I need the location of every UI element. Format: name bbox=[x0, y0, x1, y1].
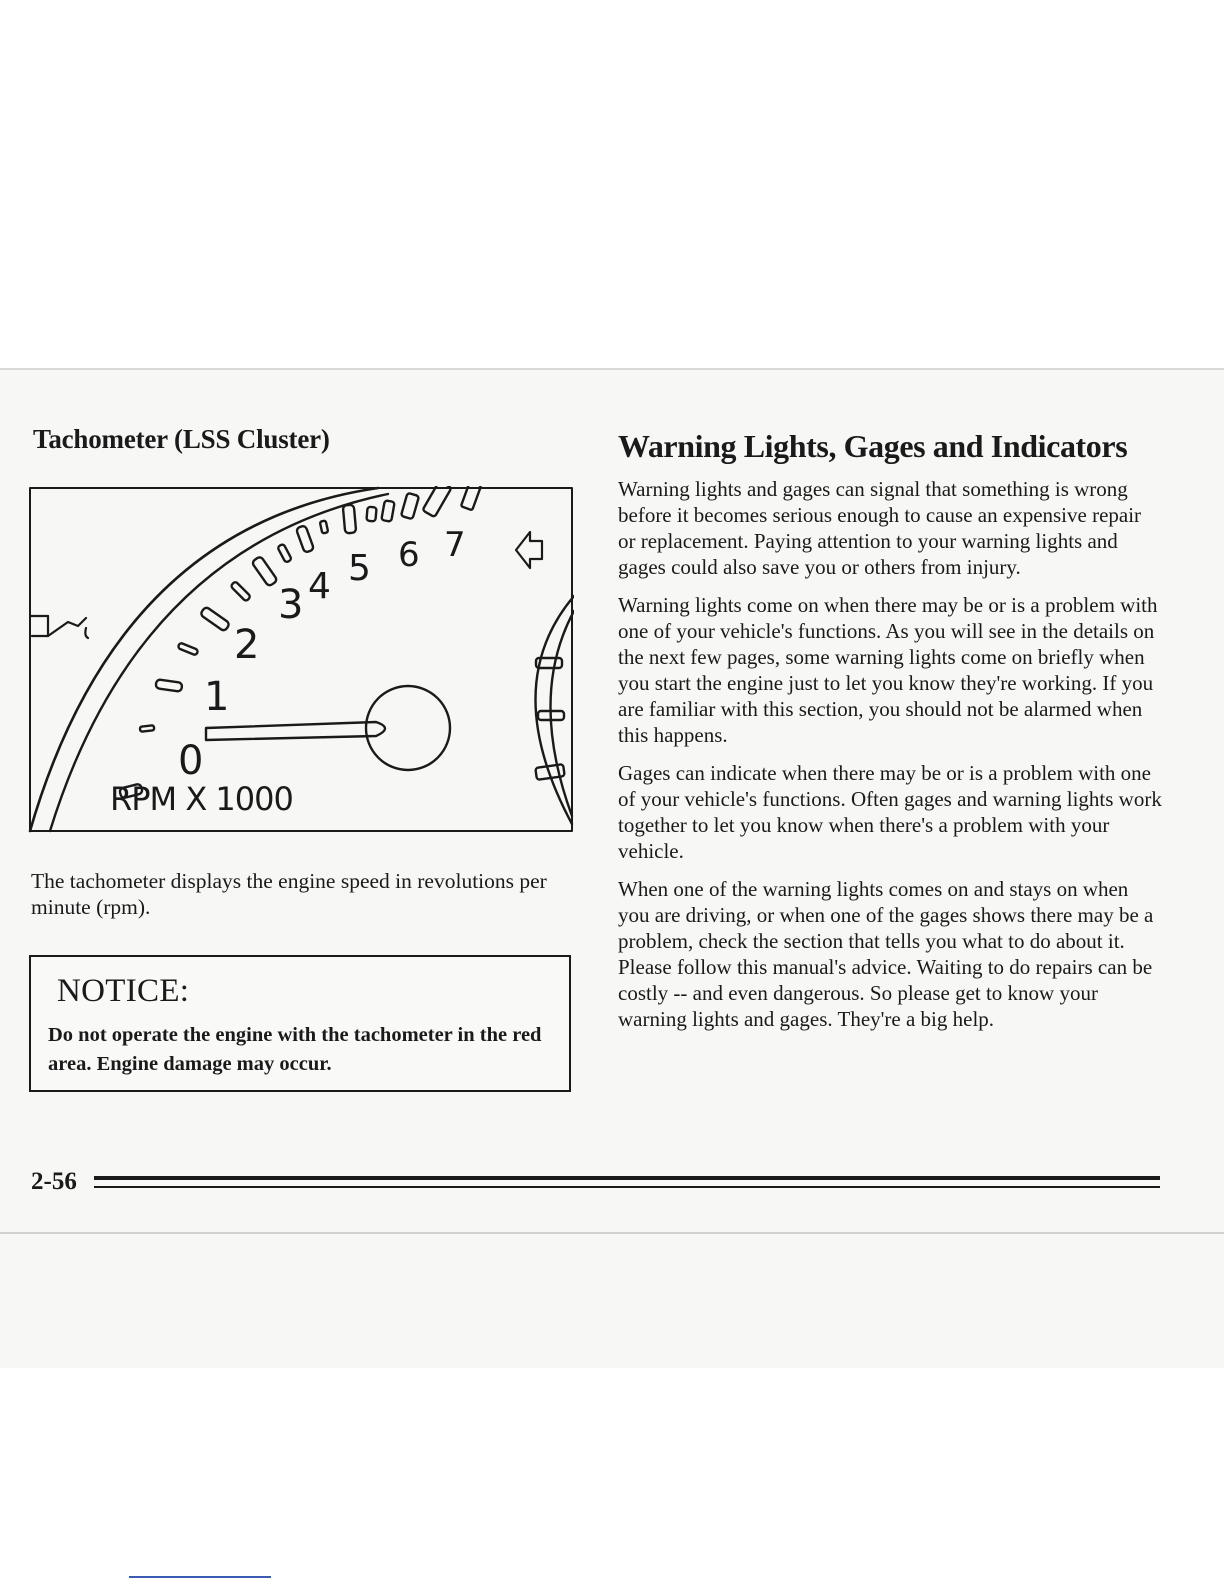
tachometer-heading: Tachometer (LSS Cluster) bbox=[33, 424, 330, 454]
turn-signal-arrow-icon bbox=[516, 532, 542, 568]
gauge-unit-label: RPM X 1000 bbox=[110, 780, 293, 818]
notice-text: Do not operate the engine with the tachometer in the red area. Engine damage may occur. bbox=[48, 1024, 542, 1075]
scale-number-5: 5 bbox=[348, 548, 371, 589]
warning-paragraph: Warning lights come on when there may be or is a problem with one of your vehicle's functions. As you will see in the details on the next few pages, some warning lights come on briefly when you start the engine just to let you know they're working. If you are familiar with this section, you should not be alarmed when this happens. bbox=[618, 593, 1158, 747]
band-bottom-edge bbox=[0, 1232, 1224, 1234]
footer-rule-thick bbox=[94, 1176, 1160, 1180]
warning-paragraph: Warning lights and gages can signal that something is wrong before it becomes serious enough to cause an expensive repair or replacement. Paying attention to your warning lights and gages could also save you or others from injury. bbox=[618, 477, 1142, 579]
scale-number-2: 2 bbox=[234, 622, 260, 668]
scale-number-7: 7 bbox=[444, 525, 466, 565]
scale-number-3: 3 bbox=[278, 582, 304, 628]
warning-section-heading: Warning Lights, Gages and Indicators bbox=[618, 428, 1128, 464]
scale-number-4: 4 bbox=[308, 566, 331, 607]
notice-title: NOTICE: bbox=[57, 973, 190, 1009]
notice-box bbox=[29, 955, 571, 1092]
tick-marks bbox=[119, 486, 481, 799]
tachometer-illustration bbox=[28, 486, 574, 834]
band-top-edge bbox=[0, 368, 1224, 370]
footer-rule-thin bbox=[94, 1186, 1160, 1188]
warning-paragraph: When one of the warning lights comes on and stays on when you are driving, or when one of the gages shows there may be a problem, check the section that tells you what to do about it. Please follow this manual's advice. Waiting to do repairs can be costly -- and even dangerous. So please get to know your warning lights and gages. They're a big help. bbox=[618, 877, 1154, 1031]
scale-number-6: 6 bbox=[398, 535, 420, 575]
warning-paragraph: Gages can indicate when there may be or is a problem with one of your vehicle's functions. Often gages and warning lights work together to let you know when there's a problem with your vehicle. bbox=[618, 761, 1162, 863]
link-underline bbox=[129, 1576, 271, 1578]
warning-section-body bbox=[618, 476, 1163, 1044]
tachometer-caption: The tachometer displays the engine speed in revolutions per minute (rpm). bbox=[31, 869, 547, 919]
tachometer-needle bbox=[206, 686, 450, 770]
page-number: 2-56 bbox=[31, 1168, 77, 1195]
scale-number-0: 0 bbox=[178, 738, 204, 784]
scale-number-1: 1 bbox=[204, 674, 230, 720]
oil-can-icon bbox=[30, 616, 88, 638]
